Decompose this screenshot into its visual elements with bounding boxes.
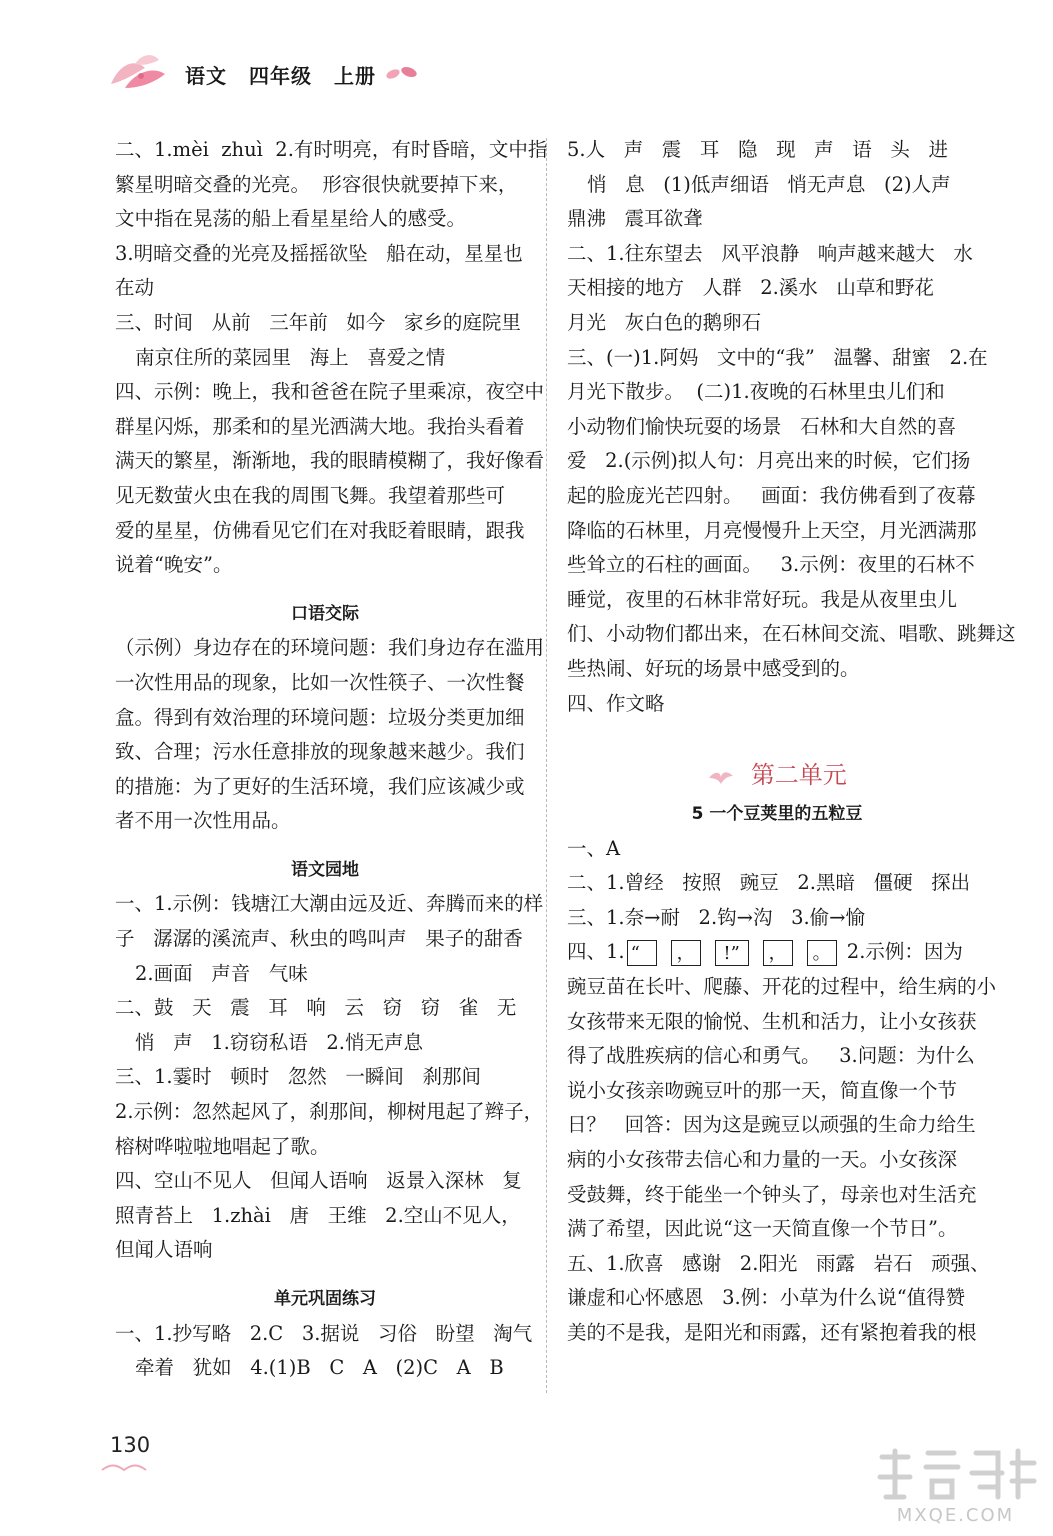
text-line: 说小女孩亲吻豌豆叶的那一天，简直像一个节: [567, 1078, 958, 1102]
wave-icon: [100, 1462, 148, 1474]
text-line: 文中指在晃荡的船上看星星给人的感受。: [115, 207, 467, 231]
text-line: 些耸立的石柱的画面。 3.示例：夜里的石林不: [567, 553, 975, 577]
volume-label: 上册: [334, 64, 376, 88]
text-line: 们、小动物们都出来，在石林间交流、唱歌、跳舞这: [567, 622, 1016, 646]
watermark: [868, 1443, 1043, 1527]
text-line: 四、空山不见人 但闻人语响 返景入深林 复: [115, 1169, 522, 1193]
section-heading-oral: 口语交际: [291, 603, 359, 624]
text-line: 2.示例：忽然起风了，刹那间，柳树甩起了辫子，: [115, 1100, 544, 1124]
text-line: 照青苔上 1.zhài 唐 王维 2.空山不见人，: [115, 1203, 521, 1227]
text-line: 睡觉，夜里的石林非常好玩。我是从夜里虫儿: [567, 587, 958, 611]
punct-prefix: 四、1.: [567, 940, 625, 964]
text-line: 三、1.奈→耐 2.钩→沟 3.偷→愉: [567, 905, 866, 929]
text-line: 起的脸庞光芒四射。 画面：我仿佛看到了夜幕: [567, 483, 976, 507]
text-line: 盒。得到有效治理的环境问题：垃圾分类更加细: [115, 705, 525, 729]
text-line: 降临的石林里，月亮慢慢升上天空，月光洒满那: [567, 518, 977, 542]
text-line: 南京住所的菜园里 海上 喜爱之情: [135, 345, 446, 369]
punct-box: “: [627, 940, 657, 966]
text-line: 得了战胜疾病的信心和勇气。 3.问题：为什么: [567, 1044, 975, 1068]
text-line: 一、1.抄写略 2.C 3.据说 习俗 盼望 淘气: [115, 1321, 533, 1345]
left-column: [115, 133, 548, 1386]
section-heading-practice: 单元巩固练习: [274, 1289, 376, 1309]
text-line: 月光下散步。 (二)1.夜晚的石林里虫儿们和: [567, 380, 945, 404]
text-line: 日？ 回答：因为这是豌豆以顽强的生命力给生: [567, 1113, 976, 1137]
text-line: 榕树哗啦啦地唱起了歌。: [115, 1134, 330, 1158]
punct-box: ，: [671, 940, 701, 966]
section-heading-garden: 语文园地: [291, 859, 359, 880]
text-line: 的措施：为了更好的生活环境，我们应该减少或: [115, 774, 525, 798]
text-line: 四、作文略: [567, 691, 665, 715]
text-line: 谦虚和心怀感恩 3.例：小草为什么说“值得赞: [567, 1286, 966, 1310]
text-line: 爱的星星，仿佛看见它们在对我眨着眼睛，跟我: [115, 518, 525, 542]
text-line: 受鼓舞，终于能坐一个钟头了，母亲也对生活充: [567, 1182, 977, 1206]
text-line: 2.画面 声音 气味: [135, 961, 308, 985]
text-line: 5.人 声 震 耳 隐 现 声 语 头 进: [567, 138, 948, 161]
watermark-logo-icon: [868, 1443, 1043, 1505]
subject-label: 语文: [185, 64, 227, 88]
text-line: 群星闪烁，那柔和的星光洒满大地。我抬头看着: [115, 414, 525, 438]
text-line: 爱 2.(示例)拟人句：月亮出来的时候，它们扬: [567, 449, 971, 473]
text-line: 满天的繁星，渐渐地，我的眼睛模糊了，我好像看: [115, 449, 545, 473]
punct-box: !”: [715, 940, 749, 966]
watermark-text: MXQE.COM: [896, 1505, 1015, 1526]
page-title: [185, 60, 398, 89]
text-line: 在动: [115, 276, 155, 300]
text-line: 五、1.欣喜 感谢 2.阳光 雨露 岩石 顽强、: [567, 1251, 990, 1275]
text-line: 三、时间 从前 三年前 如今 家乡的庭院里: [115, 310, 521, 334]
text-line: 但闻人语响: [115, 1238, 213, 1262]
text-line: 二、鼓 天 震 耳 响 云 窃 窃 雀 无: [115, 996, 517, 1020]
text-line: 一次性用品的现象，比如一次性筷子、一次性餐: [115, 670, 525, 694]
text-line: 者不用一次性用品。: [115, 809, 291, 833]
punctuation-row: [567, 935, 987, 970]
text-line: 致、合理；污水任意排放的现象越来越少。我们: [115, 740, 525, 764]
text-line: 3.明暗交叠的光亮及摇摇欲坠 船在动，星星也: [115, 241, 523, 265]
column-divider: [546, 138, 547, 1393]
text-line: 三、1.霎时 顿时 忽然 一瞬间 刹那间: [115, 1065, 481, 1089]
text-line: 满了希望，因此说“这一天简直像一个节日”。: [567, 1217, 958, 1241]
page-header: [105, 50, 435, 100]
text-line: 豌豆苗在长叶、爬藤、开花的过程中，给生病的小: [567, 975, 997, 999]
text-line: 三、(一)1.阿妈 文中的“我” 温馨、甜蜜 2.在: [567, 345, 988, 369]
page-number: 130: [110, 1433, 151, 1457]
text-line: 牵着 犹如 4.(1)B C A (2)C A B: [135, 1356, 504, 1380]
punct-box: ，: [763, 940, 793, 966]
text-line: 小动物们愉快玩耍的场景 石林和大自然的喜: [567, 414, 957, 438]
text-line: 二、1.曾经 按照 豌豆 2.黑暗 僵硬 探出: [567, 871, 971, 895]
lesson-title: 5 一个豆荚里的五粒豆: [691, 804, 863, 825]
text-line: 月光 灰白色的鹅卵石: [567, 310, 762, 334]
punct-suffix: 2.示例：因为: [840, 940, 963, 964]
text-line: 二、1.往东望去 风平浪静 响声越来越大 水: [567, 241, 973, 265]
text-line: 一、1.示例：钱塘江大潮由远及近、奔腾而来的样: [115, 892, 544, 916]
text-line: 鼎沸 震耳欲聋: [567, 207, 703, 231]
right-column: [567, 133, 1016, 1351]
text-line: （示例）身边存在的环境问题：我们身边存在滥用: [115, 636, 545, 660]
text-line: 一、A: [567, 836, 621, 860]
flower-icon: [105, 50, 177, 98]
text-line: 悄 声 1.窃窃私语 2.悄无声息: [135, 1030, 423, 1054]
text-line: 天相接的地方 人群 2.溪水 山草和野花: [567, 276, 934, 300]
text-line: 病的小女孩带去信心和力量的一天。小女孩深: [567, 1148, 958, 1172]
text-line: 子 潺潺的溪流声、秋虫的鸣叫声 果子的甜香: [115, 927, 523, 951]
text-line: 二、1.mèi zhuì 2.有时明亮，有时昏暗，文中指: [115, 138, 548, 161]
text-line: 说着“晚安”。: [115, 553, 233, 577]
unit-title: [567, 753, 987, 797]
text-line: 美的不是我，是阳光和雨露，还有紧抱着我的根: [567, 1321, 977, 1344]
unit-title-text: 第二单元: [750, 761, 847, 790]
text-line: 悄 息 (1)低声细语 悄无声息 (2)人声: [587, 172, 951, 196]
text-line: 四、示例：晚上，我和爸爸在院子里乘凉，夜空中: [115, 380, 545, 404]
bird-icon: [707, 768, 735, 786]
petals-icon: [383, 62, 423, 84]
text-line: 些热闹、好玩的场景中感受到的。: [567, 656, 860, 680]
punct-box: 。: [807, 940, 837, 966]
grade-label: 四年级: [249, 64, 312, 88]
text-line: 见无数萤火虫在我的周围飞舞。我望着那些可: [115, 483, 506, 507]
text-line: 繁星明暗交叠的光亮。 形容很快就要掉下来，: [115, 172, 518, 196]
text-line: 女孩带来无限的愉悦、生机和活力，让小女孩获: [567, 1009, 977, 1033]
